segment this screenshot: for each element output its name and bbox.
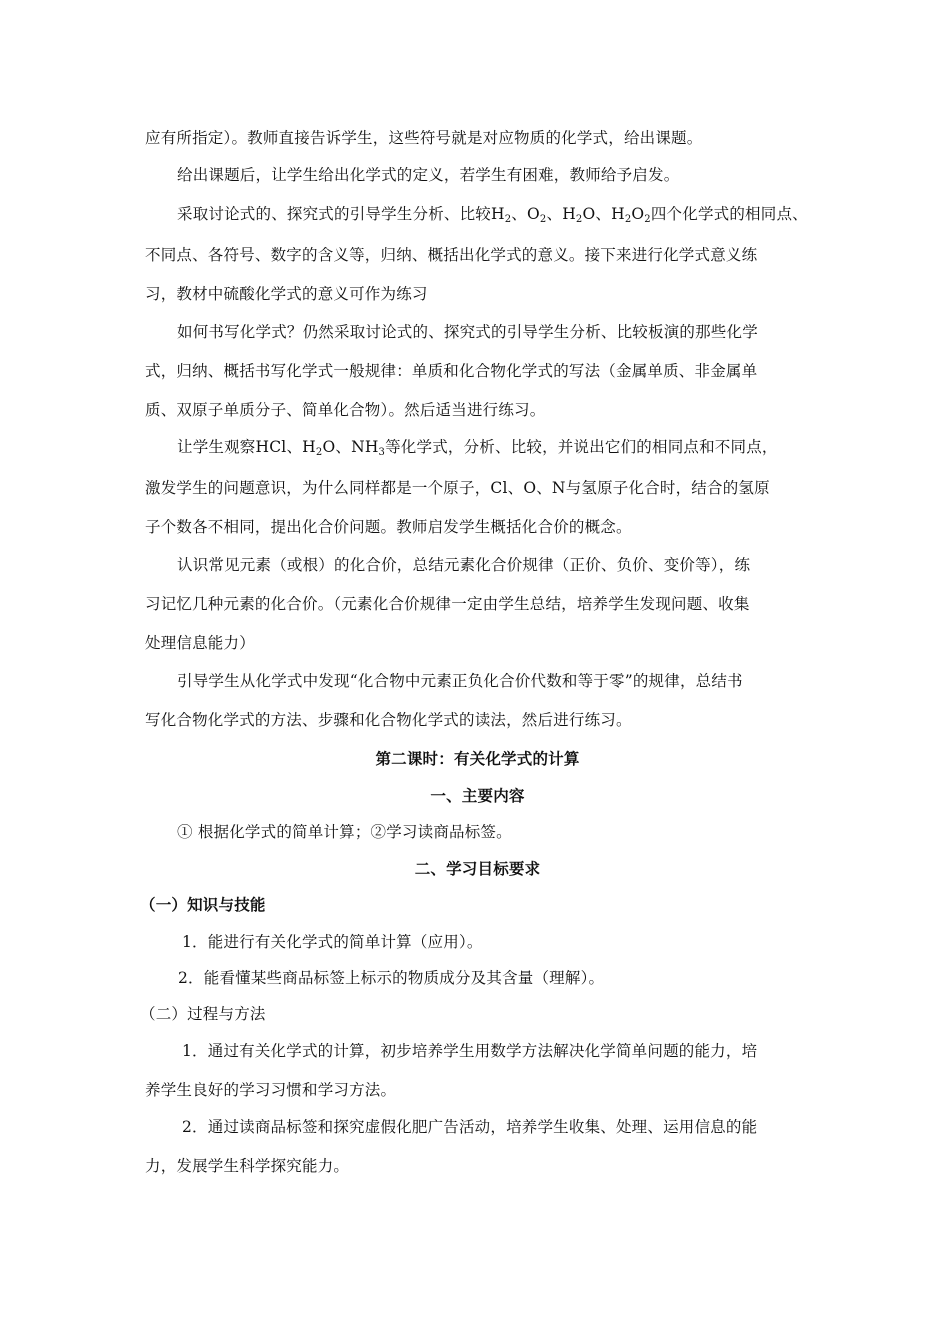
list-item-continued: 养学生良好的学习习惯和学习方法。: [145, 1081, 397, 1099]
paragraph-line: 应有所指定）。教师直接告诉学生，这些符号就是对应物质的化学式，给出课题。: [145, 129, 703, 147]
paragraph-line: 习记忆几种元素的化合价。（元素化合价规律一定由学生总结，培养学生发现问题、收集: [145, 595, 750, 613]
paragraph-line: 处理信息能力）: [145, 634, 255, 652]
list-item: 2．通过读商品标签和探究虚假化肥广告活动，培养学生收集、处理、运用信息的能: [182, 1118, 758, 1136]
paragraph-line: 写化合物化学式的方法、步骤和化合物化学式的读法，然后进行练习。: [145, 711, 632, 729]
paragraph-line: 如何书写化学式？仍然采取讨论式的、探究式的引导学生分析、比较板演的那些化学: [177, 323, 758, 341]
heading-learning-goals: 二、学习目标要求: [414, 859, 541, 878]
subheading-knowledge-skills: （一）知识与技能: [140, 895, 266, 914]
list-item-continued: 力，发展学生科学探究能力。: [145, 1157, 350, 1175]
paragraph-line: 子个数各不相同，提出化合价问题。教师启发学生概括化合价的概念。: [145, 518, 632, 536]
section-title: 第二课时：有关化学式的计算: [375, 749, 580, 768]
heading-main-content: 一、主要内容: [430, 786, 525, 805]
paragraph-line: 认识常见元素（或根）的化合价，总结元素化合价规律（正价、负价、变价等），练: [177, 556, 751, 574]
paragraph-line: 式，归纳、概括书写化学式一般规律：单质和化合物化学式的写法（金属单质、非金属单: [145, 362, 758, 380]
paragraph-line: 激发学生的问题意识，为什么同样都是一个原子，Cl、O、N与氢原子化合时，结合的氢原: [145, 479, 770, 497]
list-item: 1．通过有关化学式的计算，初步培养学生用数学方法解决化学简单问题的能力，培: [182, 1042, 758, 1060]
paragraph-line: 引导学生从化学式中发现“化合物中元素正负化合价代数和等于零”的规律，总结书: [177, 672, 743, 690]
list-item: 1．能进行有关化学式的简单计算（应用）。: [182, 933, 483, 951]
paragraph-line: 质、双原子单质分子、简单化合物）。然后适当进行练习。: [145, 401, 546, 419]
content-line: ① 根据化学式的简单计算；②学习读商品标签。: [177, 823, 512, 841]
paragraph-line: 给出课题后，让学生给出化学式的定义，若学生有困难，教师给予启发。: [177, 166, 680, 184]
paragraph-line-formulas: 让学生观察HCl、$H_2O$、$NH_3$等化学式，分析、比较，并说出它们的相同点和不同点，: [177, 438, 778, 458]
paragraph-line: 不同点、各符号、数字的含义等，归纳、概括出化学式的意义。接下来进行化学式意义练: [145, 246, 758, 264]
list-item: 2．能看懂某些商品标签上标示的物质成分及其含量（理解）。: [178, 969, 605, 987]
paragraph-line-formulas: 采取讨论式的、探究式的引导学生分析、比较$H_2$、$O_2$、$H_2O$、$H_2O_2$四个化学式的相同点、: [177, 205, 808, 225]
subheading-process-methods: （二）过程与方法: [140, 1005, 266, 1023]
paragraph-line: 习，教材中硫酸化学式的意义可作为练习: [145, 285, 428, 303]
